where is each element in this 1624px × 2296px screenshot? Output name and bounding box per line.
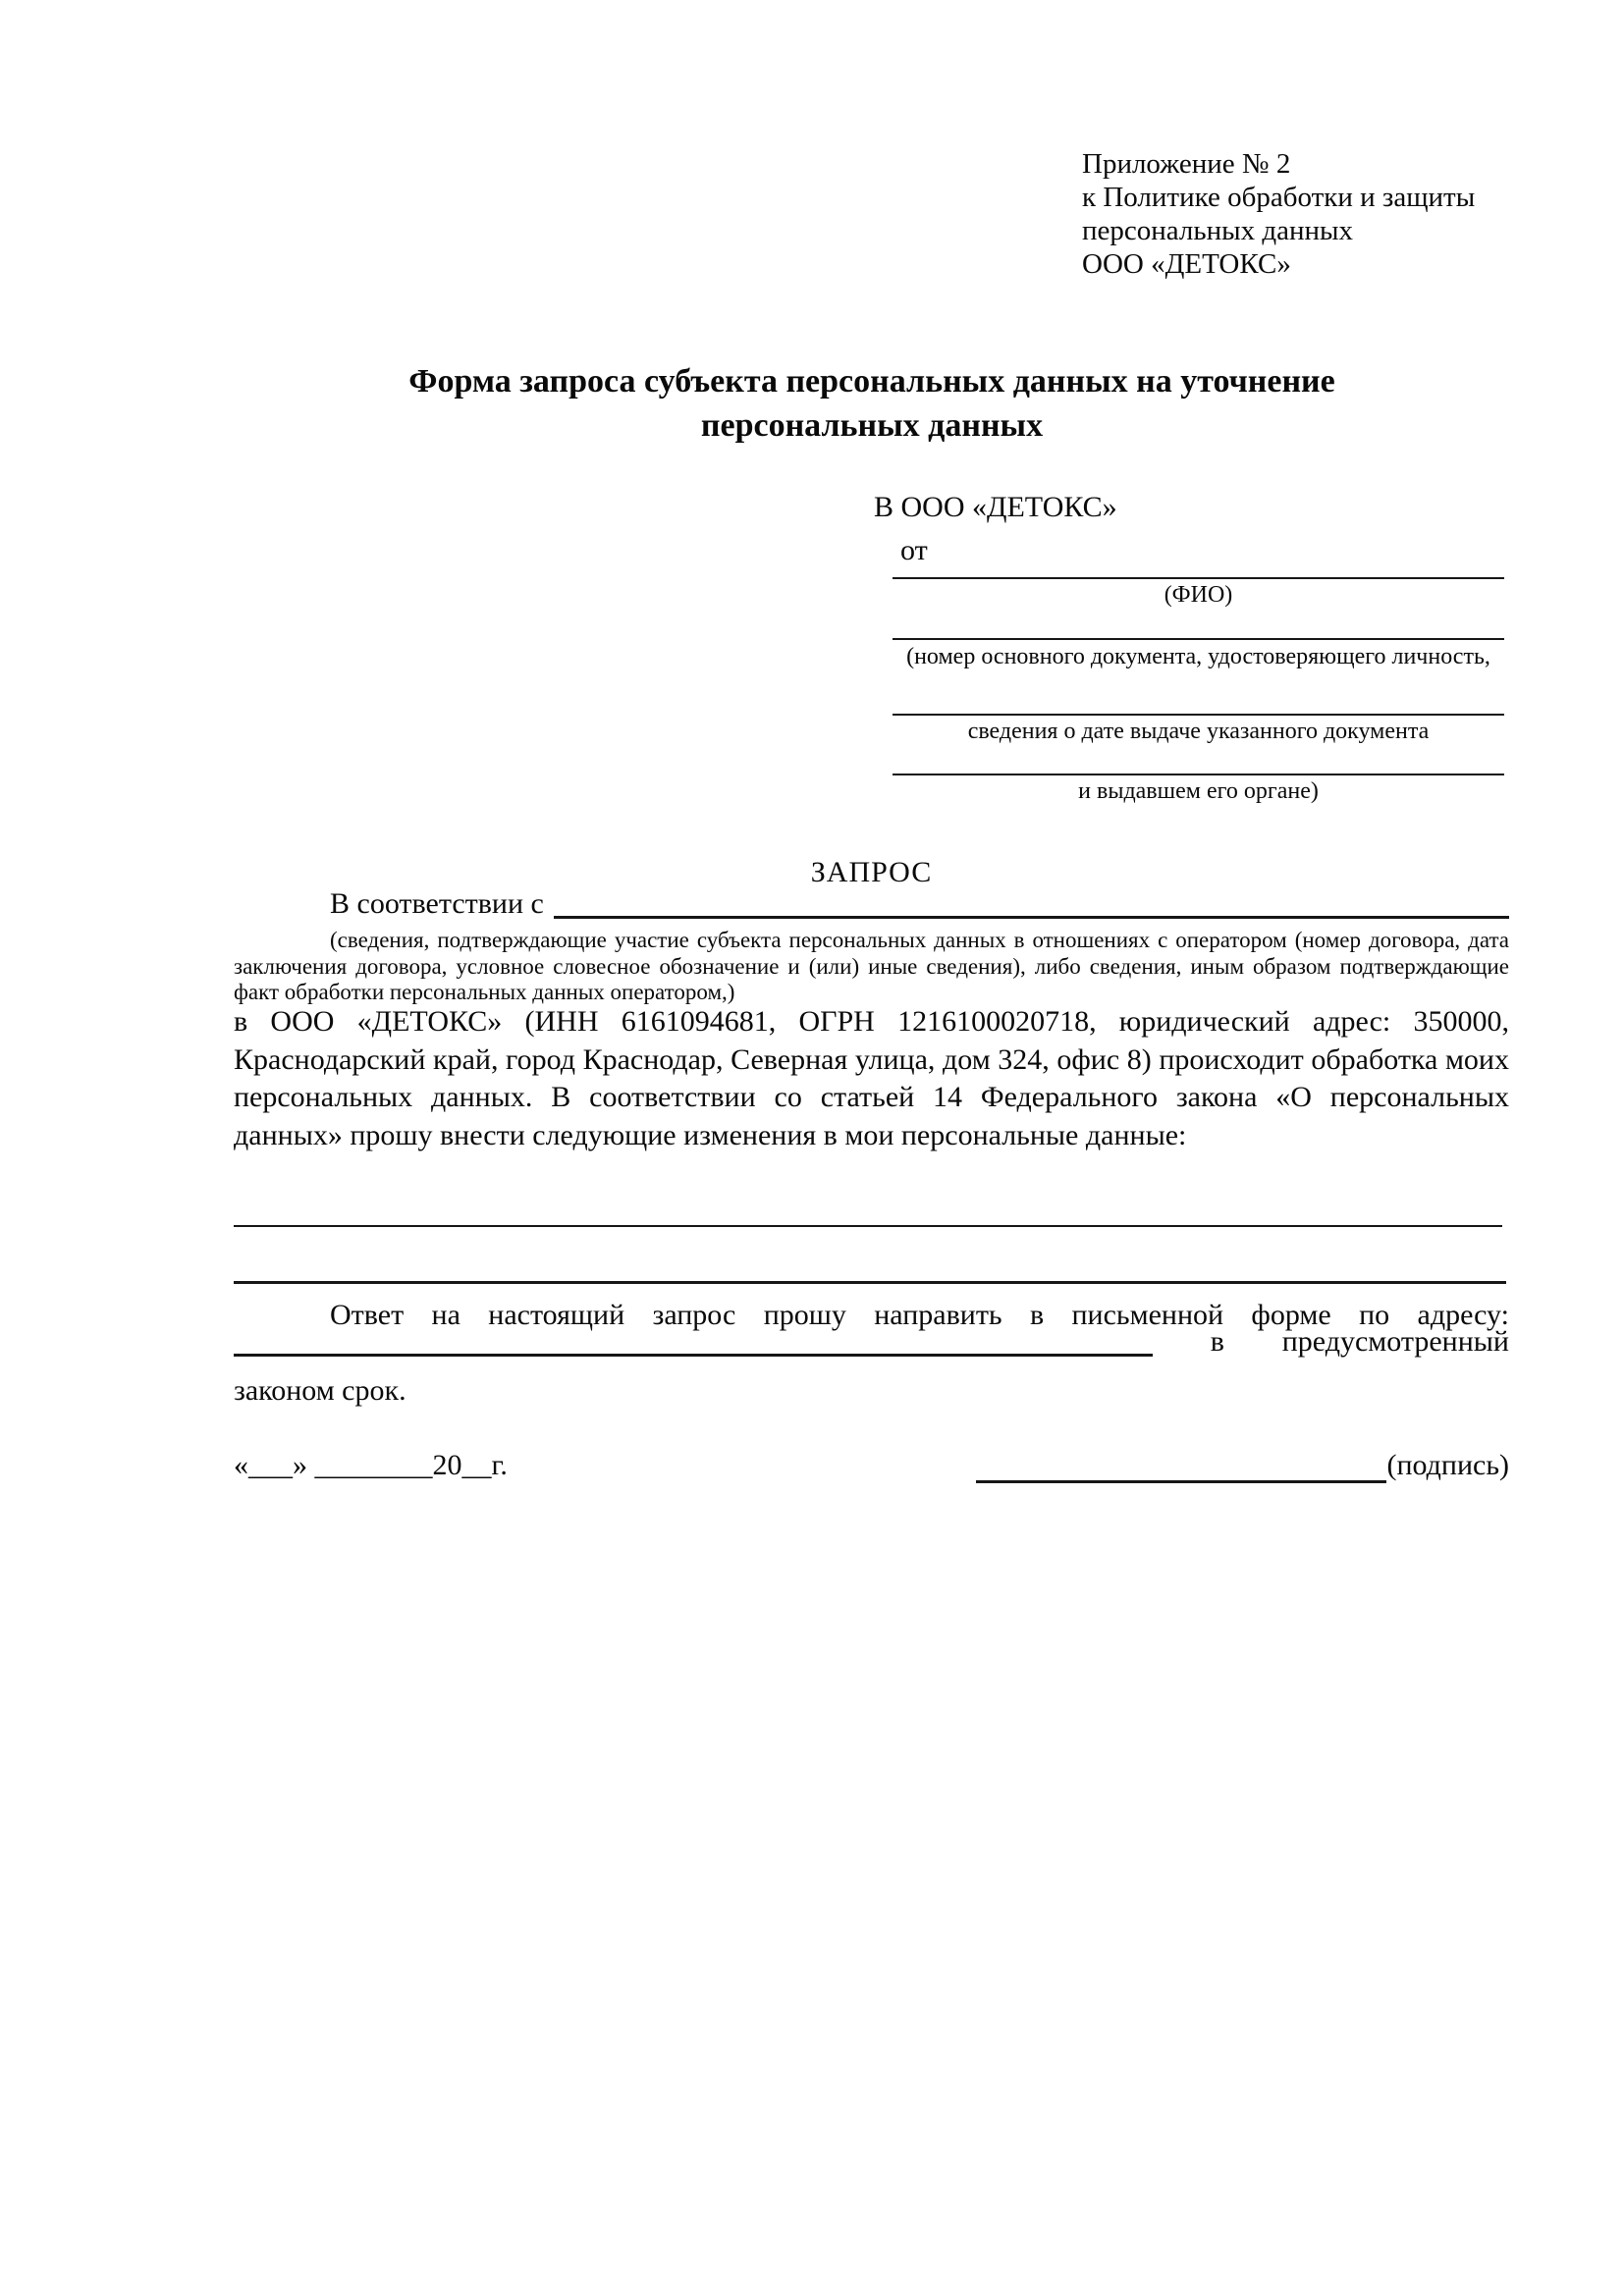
reply-line-3: законом срок. <box>234 1374 406 1407</box>
intro-prefix: В соответствии с <box>330 887 544 920</box>
signature-group <box>976 1448 1509 1483</box>
basis-note: (сведения, подтверждающие участие субъекта персональных данных в отношениях с оператором (номер договора, дата заключения договора, условное словесное обозначение и (или) иные сведения), либо сведения, иным образом подтверждающие факт обработки персональных данных оператором,) <box>234 928 1509 1004</box>
issuing-authority-caption: и выдавшем его органе) <box>1078 778 1319 804</box>
request-body: в ООО «ДЕТОКС» (ИНН 6161094681, ОГРН 1216100020718, юридический адрес: 350000, Краснодарский край, город Краснодар, Северная улица, дом 324, офис 8) происходит обработка моих персональных данных. В соответствии со статьей 14 Федерального закона «О персональных данных» прошу внести следующие изменения в мои персональные данные: <box>234 1005 1509 1151</box>
addressee-organization: В ООО «ДЕТОКС» <box>874 491 1117 523</box>
reply-word-1: в <box>1210 1325 1224 1358</box>
signature-caption: (подпись) <box>1386 1449 1509 1481</box>
from-label: от <box>900 534 928 566</box>
request-heading: ЗАПРОС <box>810 856 933 888</box>
fio-blank-line <box>893 577 1504 579</box>
appendix-note-line-3: персональных данных <box>1082 215 1354 246</box>
issuing-authority-blank-line <box>893 774 1504 775</box>
appendix-note <box>1082 147 1534 281</box>
changes-blank-line-2 <box>234 1281 1506 1284</box>
reply-word-2: предусмотренный <box>1281 1325 1509 1358</box>
document-title: Форма запроса субъекта персональных данных на уточнение персональных данных <box>408 363 1335 444</box>
footer-row <box>234 1448 1509 1483</box>
document-number-blank-line <box>893 638 1504 640</box>
intro-line <box>234 888 1509 919</box>
appendix-note-line-1: Приложение № 2 <box>1082 148 1291 180</box>
issue-date-caption: сведения о дате выдаче указанного документа <box>967 719 1430 744</box>
changes-blank-line-1 <box>234 1225 1502 1227</box>
appendix-note-line-4: ООО «ДЕТОКС» <box>1082 248 1291 280</box>
signature-blank-line <box>976 1448 1386 1483</box>
date-blank: «___» ________20__г. <box>234 1449 508 1481</box>
issue-date-blank-line <box>893 714 1504 716</box>
reply-line-1: Ответ на настоящий запрос прошу направить в письменной форме по адресу: <box>330 1299 1509 1331</box>
document-number-caption: (номер основного документа, удостоверяющего личность, <box>906 644 1490 669</box>
reply-line-2 <box>234 1327 1509 1357</box>
fio-caption: (ФИО) <box>1164 582 1233 608</box>
intro-blank-line <box>554 887 1509 919</box>
appendix-note-line-2: к Политике обработки и защиты <box>1082 182 1476 213</box>
address-blank-line <box>234 1326 1153 1357</box>
